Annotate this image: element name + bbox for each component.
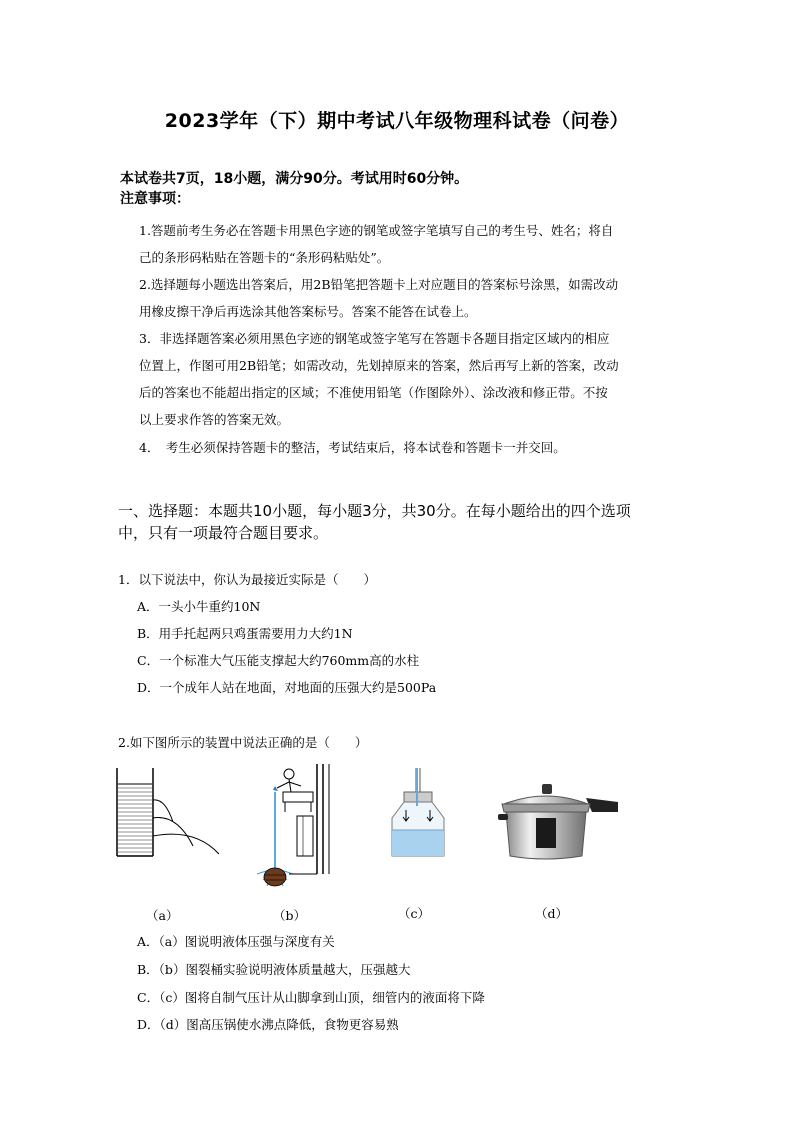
figure-d-pressure-cooker: [496, 782, 622, 862]
note-line: 以上要求作答的答案无效。: [139, 412, 290, 427]
exam-intro: 本试卷共7页，18小题，满分90分。考试用时60分钟。: [120, 171, 469, 187]
caption-d: （d）: [535, 906, 569, 921]
q2-option-b: B．（b）图裂桶实验说明液体质量越大，压强越大: [137, 962, 411, 977]
caption-c: （c）: [398, 906, 431, 921]
q1-option-a: A．一头小牛重约10N: [137, 599, 261, 614]
q1-option-c: C．一个标准大气压能支撑起大约760mm高的水柱: [137, 653, 420, 668]
figure-c-homemade-barometer: [386, 766, 450, 860]
page-title: 2023学年（下）期中考试八年级物理科试卷（问卷）: [164, 110, 630, 132]
caption-b: （b）: [273, 908, 307, 923]
q1-option-b: B．用手托起两只鸡蛋需要用力大约1N: [137, 626, 353, 641]
note-line: 3．非选择题答案必须用黑色字迹的钢笔或签字笔写在答题卡各题目指定区域内的相应: [139, 331, 610, 346]
q2-option-d: D．（d）图高压锅使水沸点降低，食物更容易熟: [137, 1017, 399, 1032]
figure-b-pascal-barrel: [245, 762, 335, 894]
figure-a-water-jets: [115, 766, 227, 858]
note-line: 2.选择题每小题选出答案后，用2B铅笔把答题卡上对应题目的答案标号涂黑，如需改动: [139, 277, 619, 292]
q1-option-d: D．一个成年人站在地面，对地面的压强大约是500Pa: [137, 680, 437, 695]
note-line: 1.答题前考生务必在答题卡用黑色字迹的钢笔或签字笔填写自己的考生号、姓名；将自: [139, 223, 614, 238]
note-line: 后的答案也不能超出指定的区域；不准使用铅笔（作图除外）、涂改液和修正带。不按: [139, 385, 608, 400]
q2-option-a: A．（a）图说明液体压强与深度有关: [137, 934, 335, 949]
note-line: 位置上，作图可用2B铅笔；如需改动，先划掉原来的答案，然后再写上新的答案，改动: [139, 358, 619, 373]
section-heading: 一、选择题：本题共10小题，每小题3分，共30分。在每小题给出的四个选项: [118, 502, 631, 520]
note-line: 用橡皮擦干净后再选涂其他答案标号。答案不能答在试卷上。: [139, 304, 477, 319]
note-line: 己的条形码粘贴在答题卡的“条形码粘贴处”。: [139, 250, 390, 265]
section-heading-cont: 中，只有一项最符合题目要求。: [118, 524, 329, 542]
note-line: 4． 考生必须保持答题卡的整洁，考试结束后，将本试卷和答题卡一并交回。: [139, 440, 566, 455]
notes-heading: 注意事项：: [120, 191, 190, 207]
question-1-stem: 1．以下说法中，你认为最接近实际是（ ）: [118, 572, 376, 587]
q2-option-c: C．（c）图将自制气压计从山脚拿到山顶，细管内的液面将下降: [137, 990, 485, 1005]
caption-a: （a）: [146, 908, 179, 923]
question-2-stem: 2.如下图所示的装置中说法正确的是（ ）: [118, 735, 368, 750]
